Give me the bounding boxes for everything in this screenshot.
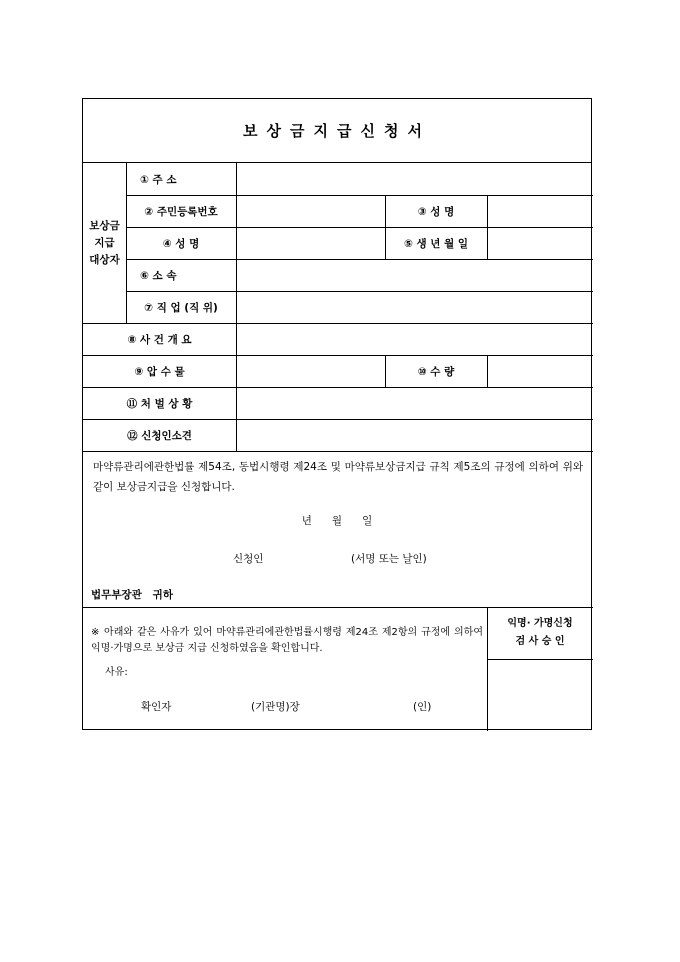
form-title: 보상금지급신청서 — [83, 99, 591, 163]
seal-mark: (인) — [413, 701, 432, 713]
application-statement: 마약류관리에관한법률 제54조, 동법시행령 제24조 및 마약류보상금지급 규칙 제5조의 규정에 의하여 위와 같이 보상금지급을 신청합니다. — [93, 461, 583, 493]
birth-date-label: ⑤ 생 년 월 일 — [403, 237, 469, 250]
resident-number-label: ② 주민등록번호 — [144, 205, 218, 218]
date-line: 년 월 일 — [301, 515, 373, 527]
resident-number-field[interactable] — [237, 196, 384, 226]
quantity-label: ⑩ 수 량 — [417, 365, 455, 378]
applicant-label: 신청인 — [233, 553, 264, 565]
occupation-label: ⑦ 직 업 (직 위) — [144, 301, 218, 314]
quantity-field[interactable] — [488, 356, 592, 386]
approval-header-line: 익명· 가명신청 — [507, 618, 573, 629]
occupation-field[interactable] — [237, 292, 592, 322]
name-field[interactable] — [237, 228, 384, 258]
application-form — [82, 98, 592, 730]
name-label: ③ 성 명 — [417, 205, 455, 218]
confirmer-label: 확인자 — [141, 701, 172, 713]
recipient-label-line: 지급 — [94, 236, 115, 249]
case-summary-label: ⑧ 사 건 개 요 — [127, 333, 192, 346]
signature-note: (서명 또는 날인) — [351, 553, 427, 565]
address-field[interactable] — [237, 164, 592, 194]
seized-items-label: ⑨ 압 수 물 — [134, 365, 185, 378]
birth-date-field[interactable] — [488, 228, 592, 258]
prosecutor-approval-header — [487, 607, 593, 659]
row-divider — [83, 451, 593, 452]
affiliation-label: ⑥ 소 속 — [140, 269, 177, 282]
approval-header-line: 검 사 승 인 — [515, 636, 565, 647]
applicant-opinion-label: ⑫ 신청인소견 — [127, 429, 192, 442]
confirmation-text: ※ 아래와 같은 사유가 있어 마약류관리에관한법률시행령 제24조 제2항의 규정에 의하여 익명·가명으로 보상금 지급 신청하였음을 확인합니다. — [91, 627, 483, 654]
name-label: ④ 성 명 — [162, 237, 200, 250]
case-summary-field[interactable] — [237, 324, 592, 354]
reason-label: 사유: — [105, 667, 128, 678]
recipient-label-line: 보상금 — [89, 219, 120, 232]
recipient-label-line: 대상자 — [89, 253, 120, 266]
affiliation-field[interactable] — [237, 260, 592, 290]
applicant-opinion-field[interactable] — [237, 420, 592, 450]
name-field[interactable] — [488, 196, 592, 226]
agency-head-label: (기관명)장 — [251, 701, 300, 713]
seized-items-field[interactable] — [237, 356, 384, 386]
addressee: 법무부장관 귀하 — [91, 589, 173, 601]
prosecutor-approval-box[interactable] — [488, 660, 592, 730]
address-label: ① 주 소 — [140, 173, 177, 186]
disposition-label: ⑪ 처 벌 상 황 — [126, 397, 193, 410]
disposition-field[interactable] — [237, 388, 592, 418]
recipient-group-label — [83, 163, 126, 323]
